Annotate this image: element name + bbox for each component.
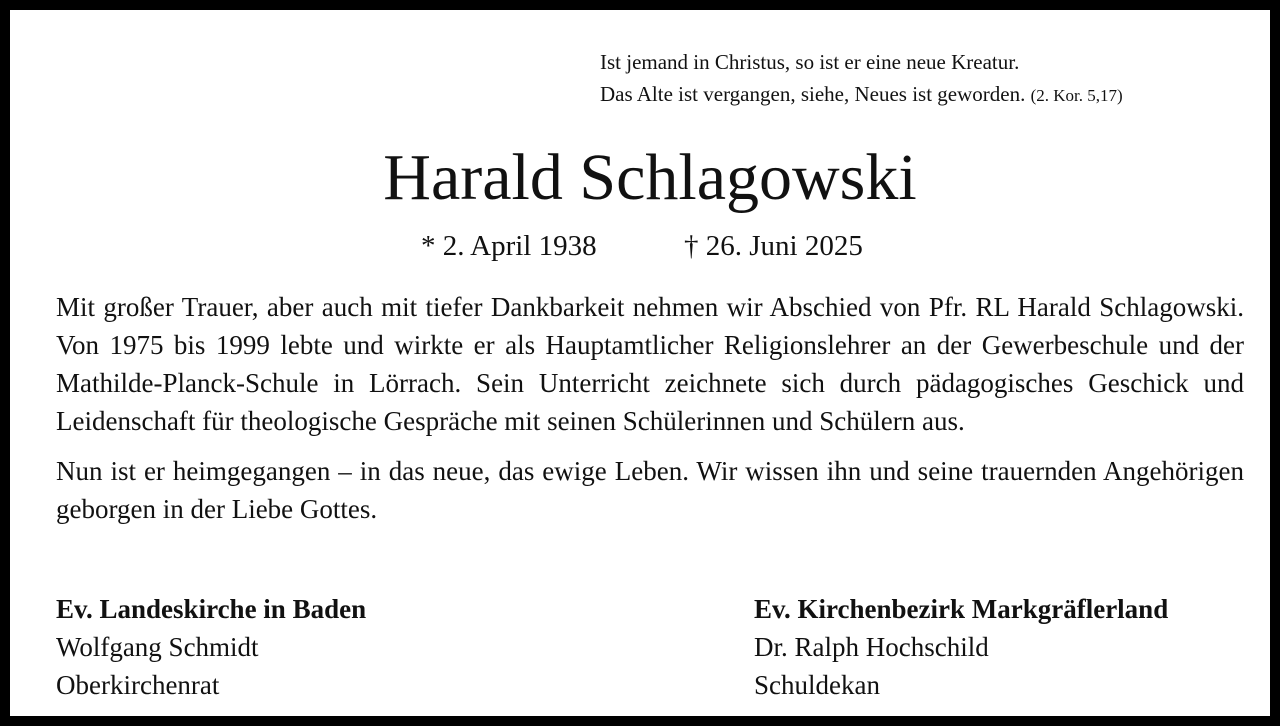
birth-date: * 2. April 1938 [421,230,597,262]
death-date: † 26. Juni 2025 [684,230,863,262]
signature-left [56,590,366,704]
deceased-name: Harald Schlagowski [383,141,917,214]
verse-reference: (2. Kor. 5,17) [1030,86,1123,105]
verse-line-2 [600,78,1123,112]
paragraph-1: Mit großer Trauer, aber auch mit tiefer Dankbarkeit nehmen wir Abschied von Pfr. RL Harald Schlagowski. Von 1975 bis 1999 lebte und wirkte er als Hauptamtlicher Religionslehrer an der Gewerbeschule und der Mathilde-Planck-Schule in Lörrach. Sein Unterricht zeichnete sich durch pädagogisches Geschick und Leidenschaft für theologische Gespräche mit seinen Schülerinnen und Schülern aus. [56,292,1244,436]
verse-line-1: Ist jemand in Christus, so ist er eine neue Kreatur. [600,50,1020,74]
paragraph-2: Nun ist er heimgegangen – in das neue, das ewige Leben. Wir wissen ihn und seine trauernden Angehörigen geborgen in der Liebe Gottes. [56,456,1244,524]
verse-line-2-text: Das Alte ist vergangen, siehe, Neues ist geworden. [600,82,1026,106]
signature-right [754,590,1168,704]
obituary-text [56,288,1244,528]
signature-left-organization: Ev. Landeskirche in Baden [56,594,367,624]
bible-verse [600,46,1123,112]
signature-right-organization: Ev. Kirchenbezirk Markgräflerland [754,594,1169,624]
signature-right-person: Dr. Ralph Hochschild [754,632,989,662]
signature-left-person: Wolfgang Schmidt [56,632,259,662]
signature-right-title: Schuldekan [754,670,880,700]
signature-left-title: Oberkirchenrat [56,670,220,700]
